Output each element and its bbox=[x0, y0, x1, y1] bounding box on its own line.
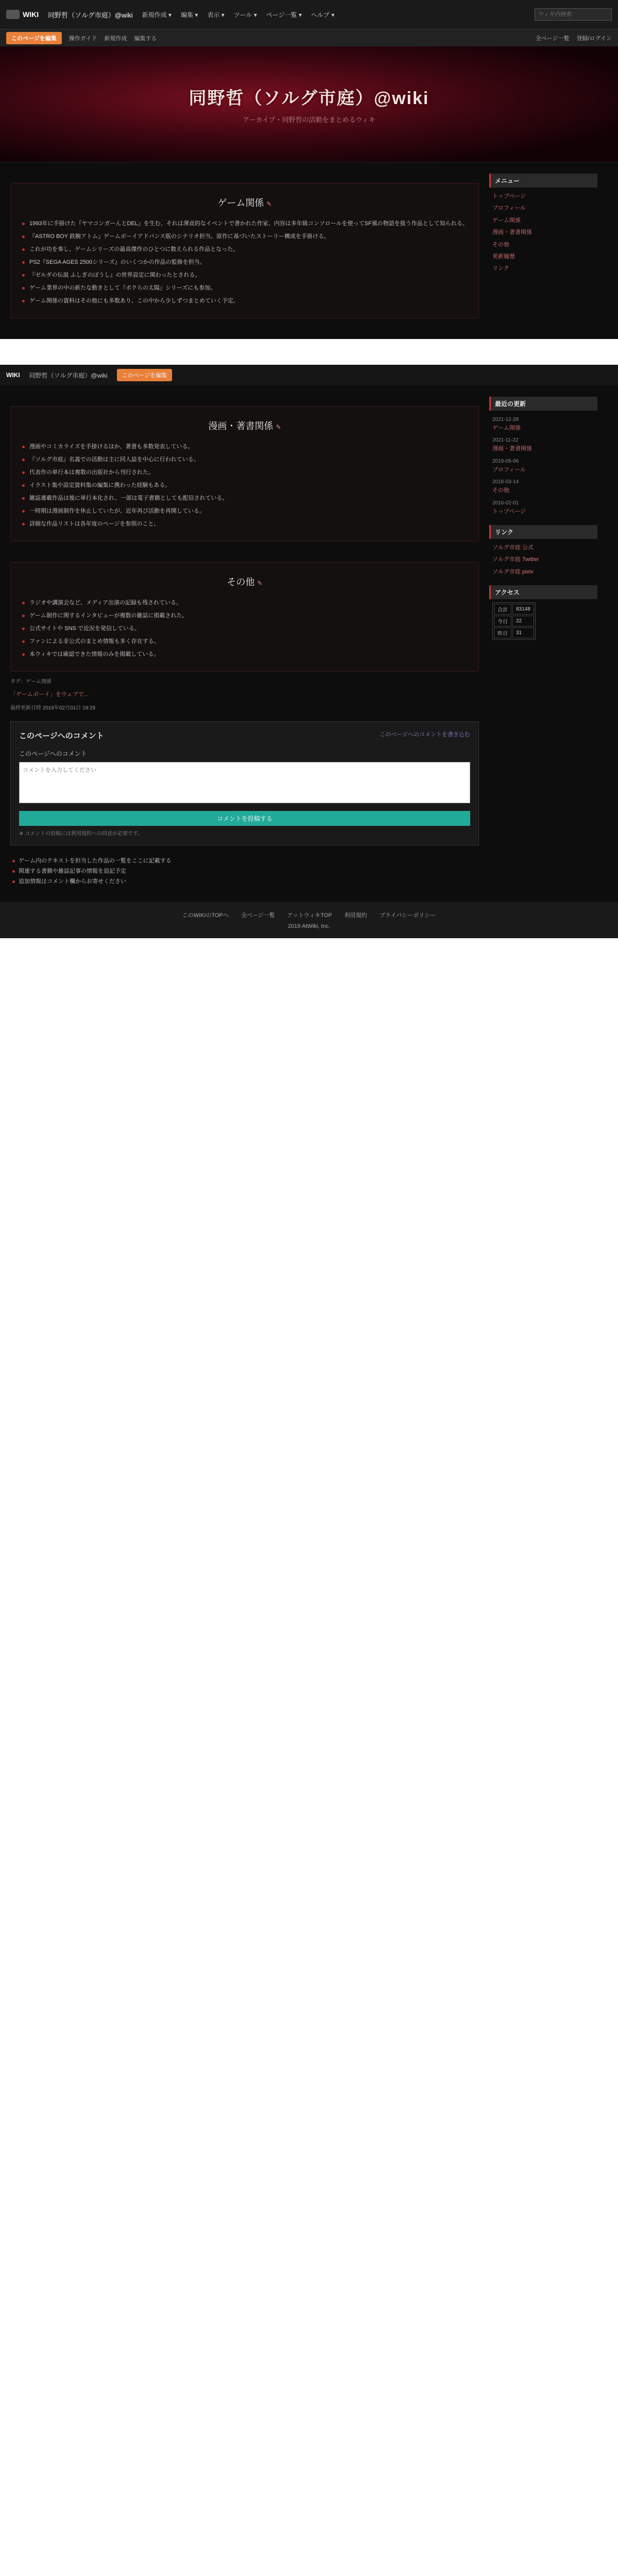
update-link[interactable]: トップページ bbox=[492, 508, 526, 515]
comment-subtitle: このページへのコメント bbox=[19, 750, 87, 757]
list-item: 『ゼルダの伝説 ふしぎのぼうし』の世界設定に関わったとされる。 bbox=[20, 269, 469, 282]
action-toolbar bbox=[0, 29, 618, 46]
all-pages-link[interactable]: 全ページ一覧 bbox=[535, 35, 570, 42]
list-item: これが功を奏し、ゲームシリーズの最高傑作のひとつに数えられる作品となった。 bbox=[20, 243, 469, 256]
list-item: 『ASTRO BOY 鉄腕アトム』ゲームボーイアドバンス版のシナリオ担当。原作に基づいたストーリー構成を手掛ける。 bbox=[20, 230, 469, 243]
menu-view[interactable]: 表示 ▾ bbox=[207, 11, 225, 19]
list-item: 漫画やコミカライズを手掛けるほか、著書も多数発表している。 bbox=[20, 440, 469, 453]
sidebar-heading: リンク bbox=[489, 525, 597, 539]
edit-icon[interactable]: ✎ bbox=[276, 423, 281, 431]
external-link[interactable]: ソルグ市庭 Twitter bbox=[492, 556, 539, 563]
list-item: 公式サイトや SNS で近況を発信している。 bbox=[20, 622, 469, 635]
comment-write-link[interactable]: このページへのコメントを書き込む bbox=[380, 732, 470, 738]
list-item: 代表作の単行本は複数の出版社から刊行された。 bbox=[20, 466, 469, 479]
sidebar-2 bbox=[489, 385, 597, 887]
guide-link[interactable]: 操作ガイド bbox=[68, 35, 97, 42]
sidebar-item[interactable]: ゲーム関係 bbox=[492, 217, 521, 224]
atwiki-logo[interactable]: WIKI bbox=[6, 10, 39, 19]
top-bar bbox=[0, 0, 618, 29]
footer bbox=[0, 902, 618, 938]
section-heading: ゲーム関係 ✎ bbox=[217, 198, 272, 208]
list-item: 一時期は漫画制作を休止していたが、近年再び活動を再開している。 bbox=[20, 505, 469, 518]
main-content bbox=[10, 162, 489, 318]
comment-title: このページへのコメント bbox=[19, 732, 104, 740]
update-link[interactable]: ゲーム関係 bbox=[492, 425, 521, 431]
list-item: ゲーム制作に関するインタビューが複数の雑誌に掲載された。 bbox=[20, 609, 469, 622]
related-link[interactable]: 「ゲームボーイ」をウェブで... bbox=[10, 691, 89, 698]
section-heading: 漫画・著書関係 ✎ bbox=[208, 421, 281, 431]
sidebar-item[interactable]: 漫画・著書関係 bbox=[492, 229, 532, 236]
comment-note: ※ コメントの投稿には利用規約への同意が必要です。 bbox=[19, 831, 143, 837]
atwiki-logo[interactable]: WIKI bbox=[6, 371, 20, 379]
footer-link[interactable]: プライバシーポリシー bbox=[379, 912, 436, 919]
update-date: 2018-03-14 bbox=[492, 479, 519, 485]
sidebar-item[interactable]: トップページ bbox=[492, 193, 526, 199]
footer-link[interactable]: 利用規約 bbox=[344, 912, 367, 919]
list-item: 雑誌連載作品は後に単行本化され、一部は電子書籍としても配信されている。 bbox=[20, 492, 469, 505]
site-name[interactable]: 同野哲（ソルグ市庭）@wiki bbox=[48, 11, 133, 19]
tag-line[interactable]: タグ：ゲーム関係 bbox=[10, 679, 52, 685]
list-item: 本ウィキでは確認できた情報のみを掲載している。 bbox=[20, 648, 469, 661]
list-item: 詳細な作品リストは各年度のページを参照のこと。 bbox=[20, 518, 469, 531]
section-other bbox=[10, 562, 479, 672]
sidebar-item[interactable]: プロフィール bbox=[492, 205, 526, 212]
submit-comment-button[interactable]: コメントを投稿する bbox=[19, 811, 470, 826]
sidebar-heading: メニュー bbox=[489, 174, 597, 188]
access-counter: 合計 83148 今日 22 昨日 31 bbox=[492, 602, 536, 640]
sidebar-item[interactable]: 更新履歴 bbox=[492, 253, 515, 260]
footer-link[interactable]: 全ページ一覧 bbox=[241, 912, 275, 919]
list-item: ファンによる非公式のまとめ情報も多く存在する。 bbox=[20, 635, 469, 648]
update-link[interactable]: 漫画・著書関係 bbox=[492, 446, 532, 452]
search-input[interactable] bbox=[535, 8, 612, 21]
new-page-link[interactable]: 新規作成 bbox=[104, 35, 127, 42]
second-screen bbox=[0, 385, 618, 938]
edit-page-button[interactable]: このページを編集 bbox=[6, 32, 62, 44]
menu-tools[interactable]: ツール ▾ bbox=[233, 11, 257, 19]
section-heading: その他 ✎ bbox=[227, 577, 263, 587]
logo-icon bbox=[6, 10, 20, 19]
comment-section bbox=[10, 721, 479, 845]
site-name[interactable]: 同野哲（ソルグ市庭）@wiki bbox=[29, 371, 108, 379]
page-subtitle: アーカイブ・同野哲の活動をまとめるウィキ bbox=[243, 116, 375, 124]
edit-page-button[interactable]: このページを編集 bbox=[117, 369, 173, 381]
sidebar-item[interactable]: リンク bbox=[492, 265, 509, 272]
list-item: PS2『SEGA AGES 2500シリーズ』のいくつかの作品の監修を担当。 bbox=[20, 256, 469, 269]
update-date: 2021-12-28 bbox=[492, 417, 519, 422]
first-screen bbox=[0, 46, 618, 339]
list-item: 『ソルグ市庭』名義での活動は主に同人誌を中心に行われている。 bbox=[20, 453, 469, 466]
list-item: 1993年に手掛けた『ヤマコンガーんとDEL』を生む、それは薄貢的なイベントで書かれた作家。内容は多年級コンソロールを使ってSF風の物語を扱う作品として知られる。 bbox=[20, 217, 469, 230]
edit-link[interactable]: 編集する bbox=[134, 35, 157, 42]
copyright: 2019 AtWiki, Inc. bbox=[288, 923, 330, 929]
list-item: ラジオや講演会など、メディア出演の記録も残されている。 bbox=[20, 597, 469, 609]
update-date: 2016-02-01 bbox=[492, 500, 519, 506]
edit-icon[interactable]: ✎ bbox=[266, 200, 272, 208]
hero-banner bbox=[0, 46, 618, 162]
sidebar-item[interactable]: その他 bbox=[492, 241, 509, 248]
footer-link[interactable]: アットウィキTOP bbox=[287, 912, 332, 919]
comment-textarea[interactable] bbox=[19, 762, 470, 803]
page-links bbox=[10, 690, 479, 698]
external-link[interactable]: ソルグ市庭 pixiv bbox=[492, 568, 534, 575]
update-link[interactable]: その他 bbox=[492, 487, 509, 494]
edit-icon[interactable]: ✎ bbox=[257, 580, 263, 587]
sidebar-heading: アクセス bbox=[489, 585, 597, 599]
list-item: イラスト集や設定資料集の編集に携わった経験もある。 bbox=[20, 479, 469, 492]
menu-help[interactable]: ヘルプ ▾ bbox=[311, 11, 335, 19]
menu-pages[interactable]: ページ一覧 ▾ bbox=[266, 11, 302, 19]
sidebar-heading: 最近の更新 bbox=[489, 397, 597, 411]
last-updated: 最終更新日時 2016年02月01日 19:29 bbox=[10, 705, 96, 711]
list-item: ゲーム関係の資料はその他にも多数あり、この中から少しずつまとめていく予定。 bbox=[20, 295, 469, 308]
list-item: ゲーム業界の中の新たな動きとして『ボクらの太陽』シリーズにも参加。 bbox=[20, 282, 469, 295]
repeat-header bbox=[0, 365, 618, 385]
update-date: 2019-05-06 bbox=[492, 458, 519, 464]
menu-edit[interactable]: 編集 ▾ bbox=[181, 11, 198, 19]
list-item: 追加情報はコメント欄からお寄せください bbox=[10, 876, 479, 887]
page-title: 同野哲（ソルグ市庭）@wiki bbox=[188, 89, 430, 108]
list-item: ゲーム内のテキストを担当した作品の一覧をここに記載する bbox=[10, 856, 479, 866]
sidebar bbox=[489, 162, 597, 318]
login-link[interactable]: 登録/ログイン bbox=[576, 35, 612, 42]
footer-link[interactable]: このWIKIのTOPへ bbox=[182, 912, 229, 919]
update-link[interactable]: プロフィール bbox=[492, 466, 526, 473]
bottom-list bbox=[10, 856, 479, 887]
menu-new[interactable]: 新規作成 ▾ bbox=[142, 11, 172, 19]
list-item: 関連する書籍や雑誌記事の情報を追記予定 bbox=[10, 866, 479, 876]
section-manga bbox=[10, 406, 479, 541]
external-link[interactable]: ソルグ市庭 公式 bbox=[492, 544, 534, 551]
section-game bbox=[10, 183, 479, 318]
item-list bbox=[20, 217, 469, 308]
update-date: 2021-11-22 bbox=[492, 437, 519, 444]
